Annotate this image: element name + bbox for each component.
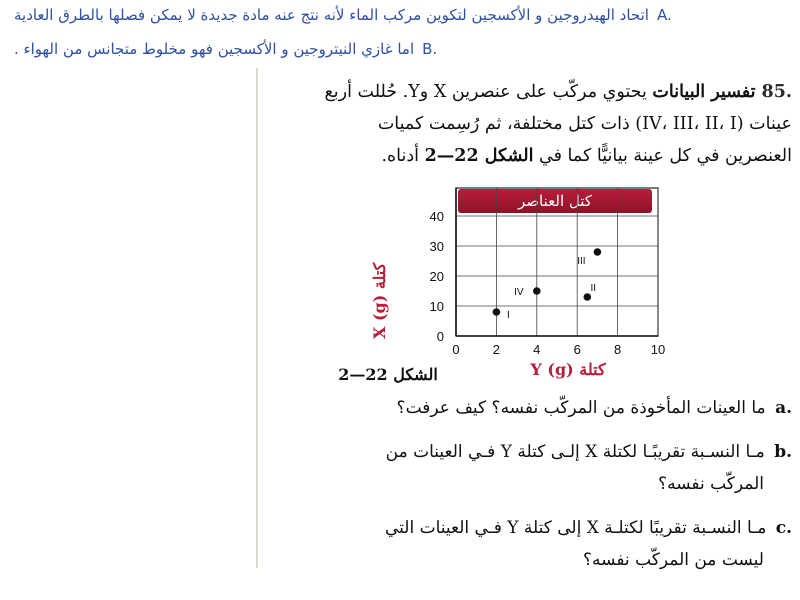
- question-number: 85.: [761, 82, 792, 102]
- textbook-page: [258, 68, 798, 568]
- x-tick-label: 8: [613, 342, 622, 357]
- plot-frame: [456, 188, 658, 336]
- part-a-letter: a.: [775, 398, 792, 418]
- x-tick-label: 10: [650, 342, 666, 357]
- question-line2: عينات (IV، III، II، I) ذات كتل مختلفة، ثم رُسِمت كميات: [377, 114, 792, 134]
- part-c-line1: مـا النسـبة تقريبًا لكتلـة X إلى كتلة Y فـي العينات التي: [384, 518, 767, 538]
- part-a-line1: ما العينات المأخوذة من المركّب نفسه؟ كيف عرفت؟: [396, 398, 766, 418]
- part-b: [262, 436, 792, 500]
- part-b-letter: b.: [774, 442, 792, 462]
- question-line3-start: العنصرين في كل عينة بيانيًّا كما في: [533, 146, 792, 166]
- part-c-letter: c.: [775, 518, 792, 538]
- part-a: [262, 392, 792, 424]
- y-tick-label: 0: [436, 329, 444, 344]
- header-text-a: اتحاد الهيدروجين و الأكسجين لتكوين مركب الماء لأنه نتج عنه مادة جديدة لا يمكن فصلها بالطرق العادية: [14, 6, 649, 24]
- header-text-b: اما غازي النيتروجين و الأكسجين فهو مخلوط متجانس من الهواء .: [14, 40, 415, 58]
- x-tick-label: 0: [452, 342, 460, 357]
- data-point-iv: [533, 287, 541, 295]
- y-axis-label: كتلة X (g): [370, 262, 389, 340]
- question-line1: يحتوي مركّب على عنصرين X وY. حُللت أربع: [324, 82, 653, 102]
- data-point-ii: [584, 293, 592, 301]
- x-tick-label: 2: [492, 342, 501, 357]
- figure-label: الشكل 22—2: [338, 365, 438, 384]
- x-tick-label: 6: [573, 342, 581, 357]
- part-c-line2: ليست من المركّب نفسه؟: [583, 550, 764, 570]
- y-tick-label: 30: [429, 239, 444, 254]
- data-point-i: [493, 308, 501, 316]
- chart-grid: [456, 188, 658, 336]
- header-line-a: [14, 6, 786, 24]
- header-letter-b: B.: [422, 40, 438, 58]
- x-tick-label: 4: [533, 342, 541, 357]
- chart-title: كتل العناصر: [458, 189, 652, 213]
- x-axis-label: كتلة Y (g): [530, 360, 606, 379]
- data-point-iii: [594, 248, 602, 256]
- y-tick-label: 40: [429, 209, 444, 224]
- point-label-iv: IV: [514, 287, 524, 298]
- figure-reference: الشكل 22—2: [424, 146, 534, 166]
- question-parts: [262, 392, 792, 588]
- part-b-line1: مـا النسـبة تقريبًـا لكتلة X إلـى كتلة Y فـي العينات من: [385, 442, 765, 462]
- point-label-ii: II: [590, 283, 597, 294]
- header-letter-a: A.: [656, 6, 672, 24]
- header-line-b: [14, 40, 786, 58]
- y-tick-label: 10: [429, 299, 444, 314]
- chart-ticks: [430, 209, 666, 357]
- point-label-i: I: [507, 310, 510, 321]
- part-c: [262, 512, 792, 576]
- point-label-iii: III: [577, 256, 586, 267]
- y-tick-label: 20: [429, 269, 444, 284]
- part-b-line2: المركّب نفسه؟: [658, 474, 764, 494]
- question-lead: تفسير البيانات: [652, 82, 756, 102]
- question-line3-end: أدناه.: [381, 146, 425, 166]
- chart-points: [493, 248, 602, 321]
